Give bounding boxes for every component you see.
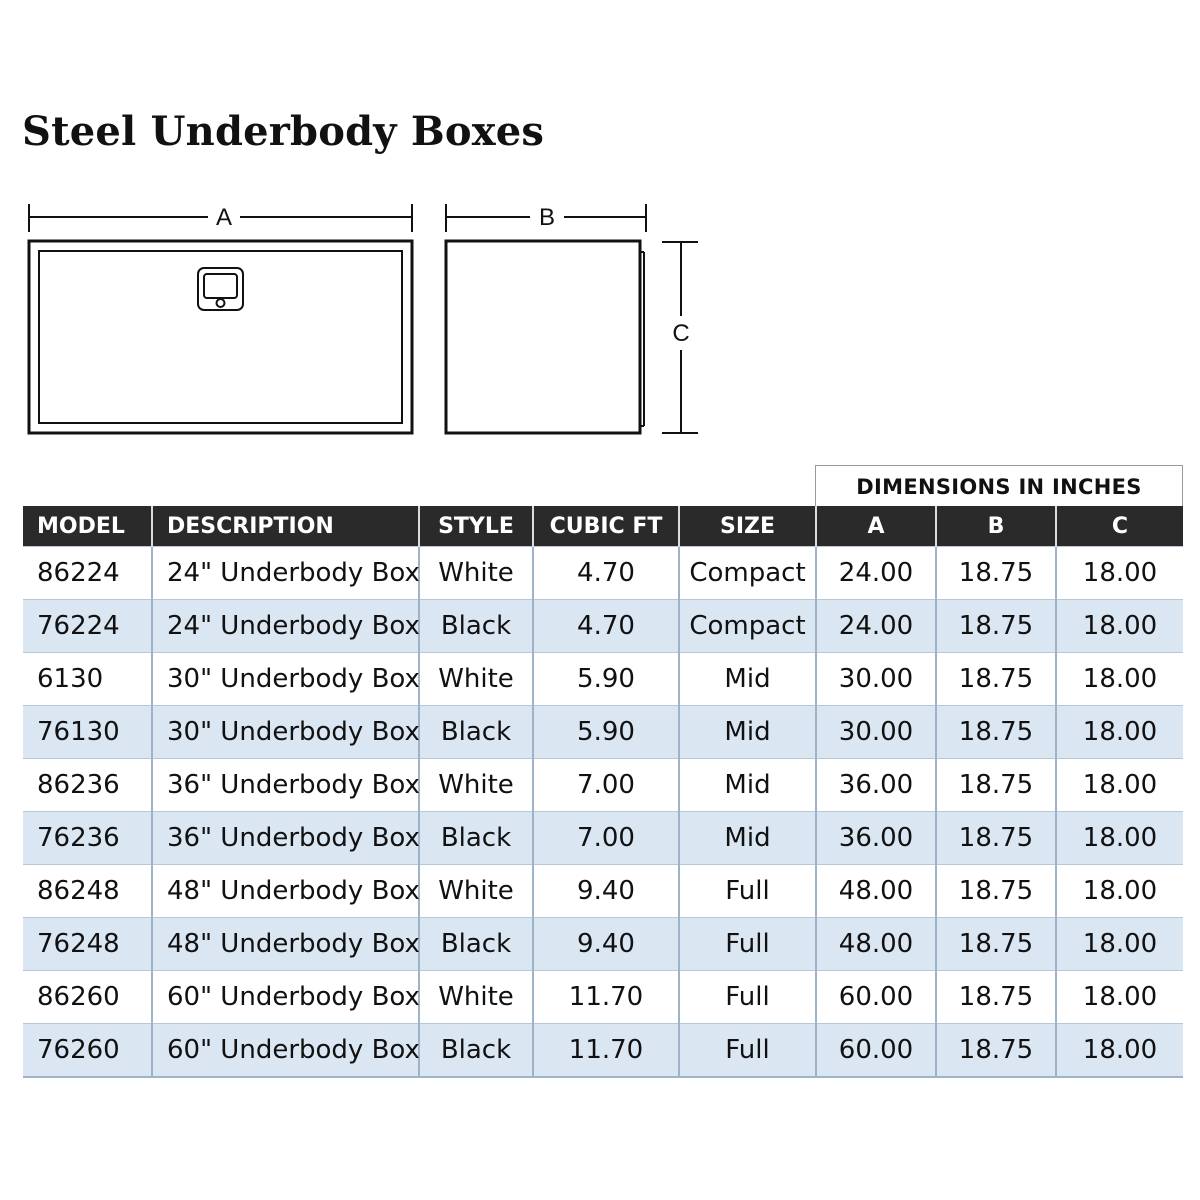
- cell-style: Black: [419, 918, 533, 971]
- box-diagram-svg: [0, 190, 720, 450]
- cell-model: 76130: [23, 706, 152, 759]
- table-row: [23, 706, 1183, 759]
- table-row: [23, 971, 1183, 1024]
- dimension-label-b: B: [538, 204, 556, 231]
- cell-dim-b: 18.75: [936, 865, 1056, 918]
- cell-cubic-ft: 7.00: [533, 812, 679, 865]
- table-row: [23, 759, 1183, 812]
- cell-dim-c: 18.00: [1056, 918, 1183, 971]
- box-dimension-diagram: [0, 190, 720, 450]
- table-row: [23, 865, 1183, 918]
- cell-dim-a: 48.00: [816, 865, 936, 918]
- cell-model: 76236: [23, 812, 152, 865]
- cell-dim-b: 18.75: [936, 1024, 1056, 1078]
- cell-cubic-ft: 5.90: [533, 706, 679, 759]
- cell-dim-a: 48.00: [816, 918, 936, 971]
- cell-model: 6130: [23, 653, 152, 706]
- cell-dim-c: 18.00: [1056, 759, 1183, 812]
- underbody-box-spec-table: [23, 506, 1183, 1078]
- cell-description: 48" Underbody Box: [152, 918, 419, 971]
- cell-dim-c: 18.00: [1056, 865, 1183, 918]
- cell-dim-c: 18.00: [1056, 600, 1183, 653]
- cell-dim-b: 18.75: [936, 600, 1056, 653]
- cell-dim-c: 18.00: [1056, 653, 1183, 706]
- table-row: [23, 547, 1183, 600]
- cell-model: 76260: [23, 1024, 152, 1078]
- cell-size: Full: [679, 971, 816, 1024]
- cell-size: Compact: [679, 547, 816, 600]
- cell-cubic-ft: 11.70: [533, 1024, 679, 1078]
- cell-description: 24" Underbody Box: [152, 547, 419, 600]
- cell-size: Full: [679, 918, 816, 971]
- table-row: [23, 653, 1183, 706]
- cell-description: 36" Underbody Box: [152, 812, 419, 865]
- cell-dim-b: 18.75: [936, 812, 1056, 865]
- cell-dim-c: 18.00: [1056, 547, 1183, 600]
- cell-model: 86224: [23, 547, 152, 600]
- cell-dim-b: 18.75: [936, 653, 1056, 706]
- cell-description: 60" Underbody Box: [152, 1024, 419, 1078]
- table-row: [23, 1024, 1183, 1078]
- cell-model: 76224: [23, 600, 152, 653]
- cell-cubic-ft: 4.70: [533, 547, 679, 600]
- cell-style: Black: [419, 1024, 533, 1078]
- cell-dim-c: 18.00: [1056, 971, 1183, 1024]
- cell-cubic-ft: 9.40: [533, 865, 679, 918]
- box-front-view: [29, 241, 412, 433]
- cell-description: 24" Underbody Box: [152, 600, 419, 653]
- column-header-dim-a: A: [816, 506, 936, 547]
- table-row: [23, 918, 1183, 971]
- cell-size: Mid: [679, 653, 816, 706]
- cell-dim-a: 30.00: [816, 653, 936, 706]
- cell-dim-a: 36.00: [816, 759, 936, 812]
- cell-dim-b: 18.75: [936, 971, 1056, 1024]
- table-header-row: [23, 506, 1183, 547]
- cell-dim-c: 18.00: [1056, 1024, 1183, 1078]
- cell-description: 36" Underbody Box: [152, 759, 419, 812]
- box-side-view: [446, 241, 644, 433]
- cell-dim-a: 24.00: [816, 547, 936, 600]
- cell-dim-a: 60.00: [816, 1024, 936, 1078]
- cell-cubic-ft: 4.70: [533, 600, 679, 653]
- cell-style: White: [419, 865, 533, 918]
- cell-size: Full: [679, 865, 816, 918]
- dimensions-group-header: DIMENSIONS IN INCHES: [815, 465, 1183, 507]
- cell-size: Mid: [679, 706, 816, 759]
- cell-description: 60" Underbody Box: [152, 971, 419, 1024]
- cell-model: 76248: [23, 918, 152, 971]
- column-header-model: MODEL: [23, 506, 152, 547]
- column-header-style: STYLE: [419, 506, 533, 547]
- cell-style: Black: [419, 812, 533, 865]
- page-title: Steel Underbody Boxes: [22, 108, 545, 155]
- cell-cubic-ft: 5.90: [533, 653, 679, 706]
- column-header-description: DESCRIPTION: [152, 506, 419, 547]
- table-row: [23, 600, 1183, 653]
- cell-model: 86248: [23, 865, 152, 918]
- cell-dim-b: 18.75: [936, 706, 1056, 759]
- cell-size: Compact: [679, 600, 816, 653]
- cell-style: Black: [419, 706, 533, 759]
- cell-dim-b: 18.75: [936, 918, 1056, 971]
- cell-size: Mid: [679, 812, 816, 865]
- cell-size: Full: [679, 1024, 816, 1078]
- cell-model: 86236: [23, 759, 152, 812]
- cell-style: White: [419, 653, 533, 706]
- cell-dim-a: 30.00: [816, 706, 936, 759]
- cell-dim-b: 18.75: [936, 759, 1056, 812]
- cell-description: 30" Underbody Box: [152, 653, 419, 706]
- cell-dim-c: 18.00: [1056, 812, 1183, 865]
- dimension-label-c: C: [672, 320, 690, 347]
- cell-description: 48" Underbody Box: [152, 865, 419, 918]
- cell-dim-c: 18.00: [1056, 706, 1183, 759]
- column-header-dim-b: B: [936, 506, 1056, 547]
- cell-model: 86260: [23, 971, 152, 1024]
- cell-dim-b: 18.75: [936, 547, 1056, 600]
- cell-style: White: [419, 759, 533, 812]
- cell-dim-a: 36.00: [816, 812, 936, 865]
- cell-dim-a: 60.00: [816, 971, 936, 1024]
- column-header-size: SIZE: [679, 506, 816, 547]
- latch-icon: [198, 268, 243, 310]
- cell-cubic-ft: 11.70: [533, 971, 679, 1024]
- table-row: [23, 812, 1183, 865]
- cell-cubic-ft: 7.00: [533, 759, 679, 812]
- cell-description: 30" Underbody Box: [152, 706, 419, 759]
- cell-size: Mid: [679, 759, 816, 812]
- dimension-label-a: A: [215, 204, 233, 231]
- cell-style: Black: [419, 600, 533, 653]
- cell-style: White: [419, 547, 533, 600]
- column-header-dim-c: C: [1056, 506, 1183, 547]
- column-header-cubic-ft: CUBIC FT: [533, 506, 679, 547]
- cell-cubic-ft: 9.40: [533, 918, 679, 971]
- cell-style: White: [419, 971, 533, 1024]
- cell-dim-a: 24.00: [816, 600, 936, 653]
